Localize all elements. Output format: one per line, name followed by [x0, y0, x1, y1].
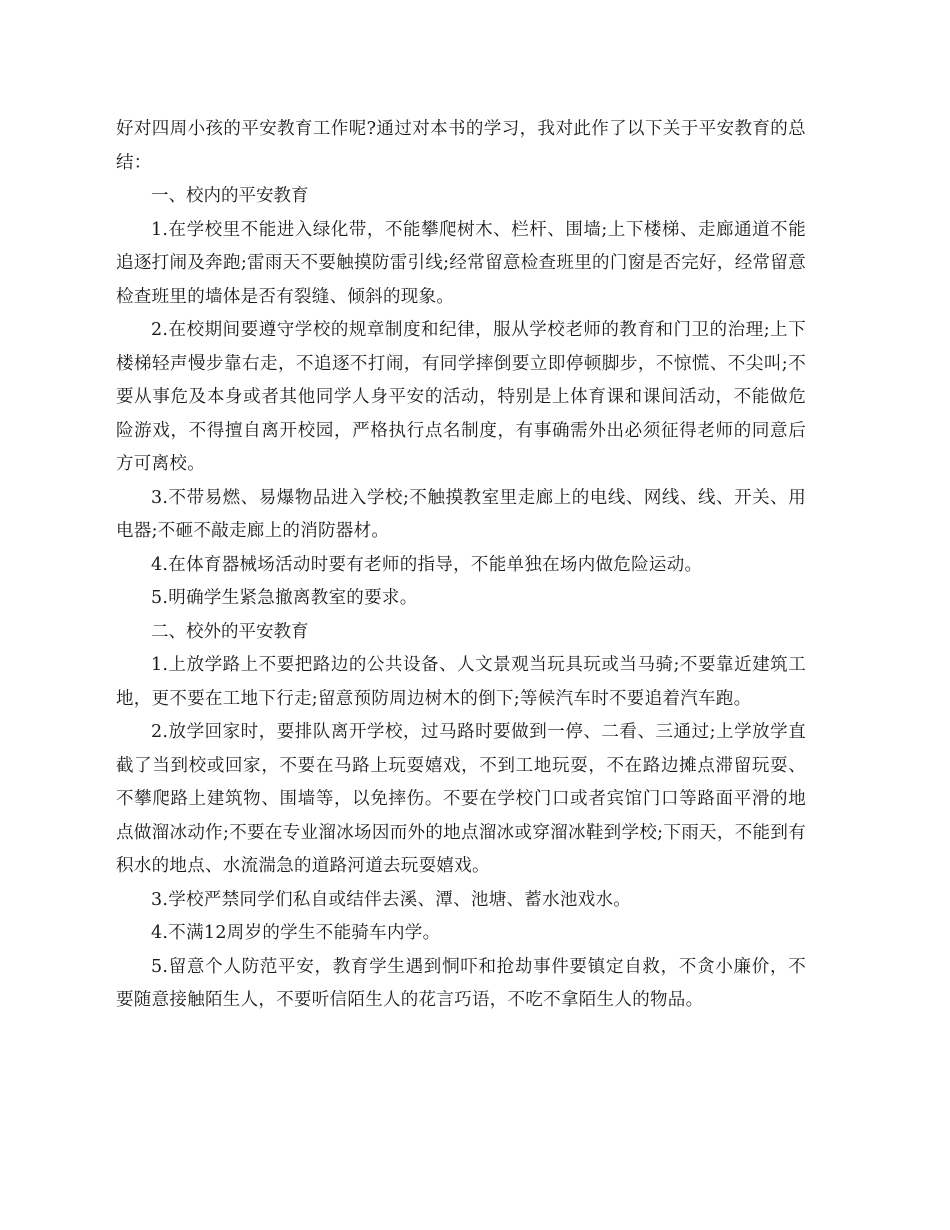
section-heading-off-campus: 二、校外的平安教育	[151, 621, 309, 642]
off-campus-rule-1: 1.上放学路上不要把路边的公共设备、人文景观当玩具玩或当马骑;不要靠近建筑工地，更不要在工地下行走;留意预防周边树木的倒下;等候汽车时不要追着汽车跑。	[116, 655, 806, 709]
off-campus-rule-2: 2.放学回家时，要排队离开学校，过马路时要做到一停、二看、三通过;上学放学直截了当到校或回家，不要在马路上玩耍嬉戏，不到工地玩耍，不在路边摊点滞留玩耍、不攀爬路上建筑物、围墙等，以免摔伤。不要在学校门口或者宾馆门口等路面平滑的地点做溜冰动作;不要在专业溜冰场因而外的地点溜冰或穿溜冰鞋到学校;下雨天，不能到有积水的地点、水流湍急的道路河道去玩耍嬉戏。	[116, 722, 806, 876]
off-campus-rule-4: 4.不满12周岁的学生不能骑车内学。	[151, 923, 441, 943]
campus-rule-1: 1.在学校里不能进入绿化带，不能攀爬树木、栏杆、围墙;上下楼梯、走廊通道不能追逐打闹及奔跑;雷雨天不要触摸防雷引线;经常留意检查班里的门窗是否完好，经常留意检查班里的墙体是否有裂缝、倾斜的现象。	[116, 219, 806, 307]
campus-rule-5: 5.明确学生紧急撤离教室的要求。	[151, 588, 418, 608]
intro-paragraph: 好对四周小孩的平安教育工作呢?通过对本书的学习，我对此作了以下关于平安教育的总结：	[116, 119, 806, 173]
off-campus-rule-5: 5.留意个人防范平安，教育学生遇到恫吓和抢劫事件要镇定自救，不贪小廉价，不要随意接触陌生人，不要听信陌生人的花言巧语，不吃不拿陌生人的物品。	[116, 956, 806, 1010]
campus-rule-3: 3.不带易燃、易爆物品进入学校;不触摸教室里走廊上的电线、网线、线、开关、用电器;不砸不敲走廊上的消防器材。	[116, 487, 806, 541]
campus-rule-2: 2.在校期间要遵守学校的规章制度和纪律，服从学校老师的教育和门卫的治理;上下楼梯轻声慢步靠右走，不追逐不打闹，有同学摔倒要立即停顿脚步，不惊慌、不尖叫;不要从事危及本身或者其他同学人身平安的活动，特别是上体育课和课间活动，不能做危险游戏，不得擅自离开校园，严格执行点名制度，有事确需外出必须征得老师的同意后方可离校。	[116, 320, 806, 474]
off-campus-rule-3: 3.学校严禁同学们私自或结伴去溪、潭、池塘、蓄水池戏水。	[151, 889, 632, 910]
section-heading-campus: 一、校内的平安教育	[151, 186, 309, 206]
document-page	[116, 113, 806, 1018]
campus-rule-4: 4.在体育器械场活动时要有老师的指导，不能单独在场内做危险运动。	[151, 554, 703, 575]
